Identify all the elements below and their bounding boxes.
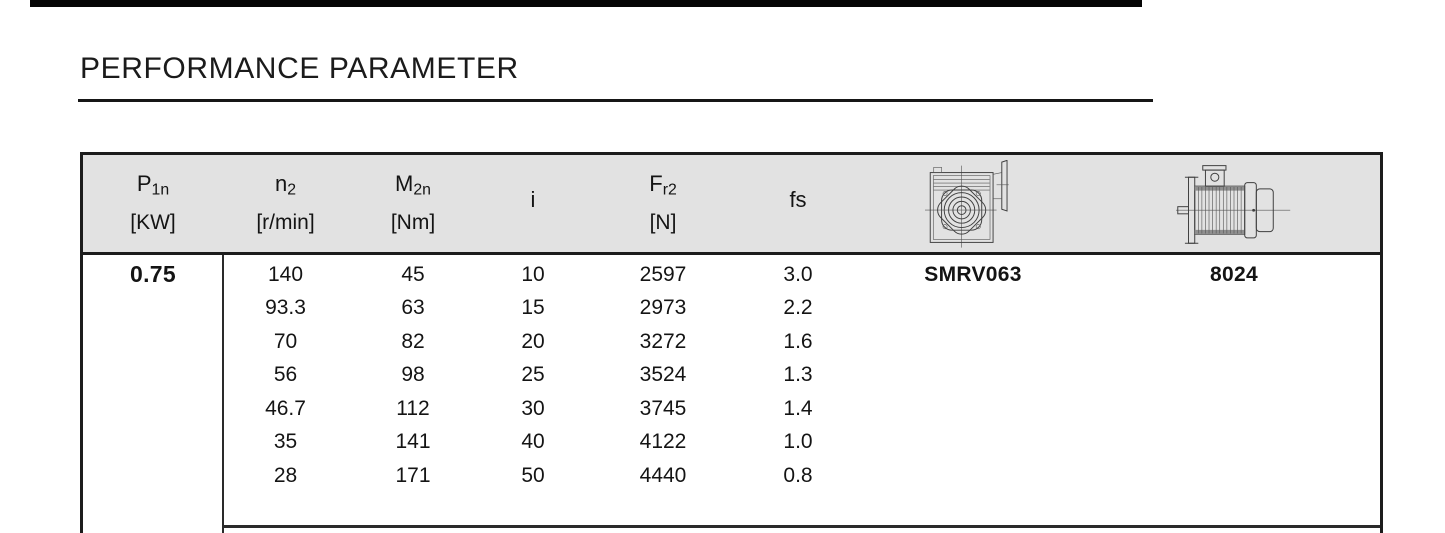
col-header-symbol: fs [789, 187, 807, 213]
table-header-row [83, 152, 1380, 255]
col-header-gearbox [858, 155, 1088, 252]
cell-m2n: 82 [401, 329, 425, 353]
cell-fs: 3.0 [783, 262, 813, 286]
table-row [83, 258, 1380, 292]
cell-n2: 28 [273, 463, 298, 487]
title-underline [78, 99, 1153, 102]
col-header-symbol: $n_2$ [274, 171, 297, 199]
table-row [83, 292, 1380, 326]
table-row [83, 459, 1380, 493]
col-header-unit: [Nm] [390, 210, 436, 234]
cell-fr2: 2597 [639, 262, 687, 286]
cell-ratio: 25 [521, 363, 545, 387]
cell-fs: 1.0 [783, 430, 813, 454]
cell-n2: 46.7 [265, 396, 306, 420]
cell-m2n: 45 [401, 262, 425, 286]
cell-fs: 1.6 [783, 329, 813, 353]
cell-gearbox-model: SMRV063 [924, 262, 1022, 286]
cell-fs: 1.4 [783, 396, 813, 420]
col-header-m2n [348, 155, 478, 252]
col-header-symbol: i [530, 187, 536, 213]
cell-fr2: 3524 [639, 363, 687, 387]
col-header-ratio [478, 155, 588, 252]
cell-ratio: 20 [521, 329, 545, 353]
cell-fr2: 3272 [639, 329, 687, 353]
performance-table [80, 152, 1383, 533]
cell-fr2: 2973 [639, 296, 687, 320]
cell-n2: 93.3 [265, 296, 306, 320]
table-row [83, 359, 1380, 393]
cell-m2n: 171 [395, 463, 431, 487]
table-body-rows [83, 258, 1380, 493]
cell-fr2: 3745 [639, 396, 687, 420]
col-header-p1n [83, 155, 223, 252]
cell-ratio: 40 [521, 430, 545, 454]
col-header-unit: [KW] [130, 210, 176, 234]
cell-fs: 1.3 [783, 363, 813, 387]
cell-ratio: 10 [521, 262, 545, 286]
top-divider-bar [30, 0, 1142, 7]
col-header-symbol: $F_{r2}$ [649, 171, 677, 199]
table-row [83, 392, 1380, 426]
col-header-symbol: $P_{1n}$ [136, 171, 170, 199]
table-bottom-rule [222, 525, 1380, 528]
cell-fr2: 4440 [639, 463, 687, 487]
col-header-n2 [223, 155, 348, 252]
cell-p1n: 0.75 [130, 261, 176, 288]
cell-ratio: 30 [521, 396, 545, 420]
table-row [83, 426, 1380, 460]
cell-m2n: 141 [395, 430, 431, 454]
page-title: PERFORMANCE PARAMETER [80, 52, 519, 85]
col-header-motor [1088, 155, 1380, 252]
table-row [83, 325, 1380, 359]
cell-m2n: 98 [401, 363, 425, 387]
motor-icon [1176, 159, 1292, 249]
cell-fr2: 4122 [639, 430, 687, 454]
cell-n2: 140 [267, 262, 304, 286]
cell-m2n: 112 [396, 396, 430, 420]
cell-fs: 0.8 [783, 463, 813, 487]
cell-ratio: 50 [521, 463, 545, 487]
cell-fs: 2.2 [783, 296, 813, 320]
cell-n2: 56 [273, 363, 298, 387]
col-header-unit: [N] [649, 210, 677, 234]
cell-ratio: 15 [521, 296, 545, 320]
cell-n2: 35 [273, 430, 298, 454]
column-separator-line [222, 255, 224, 533]
col-header-unit: [r/min] [256, 210, 315, 234]
cell-m2n: 63 [401, 296, 425, 320]
col-header-fs [738, 155, 858, 252]
col-header-fr2 [588, 155, 738, 252]
cell-n2: 70 [273, 329, 298, 353]
gearbox-icon [925, 160, 1021, 248]
cell-motor-model: 8024 [1210, 262, 1258, 286]
col-header-symbol: $M_{2n}$ [395, 171, 431, 199]
table-body [83, 255, 1380, 533]
